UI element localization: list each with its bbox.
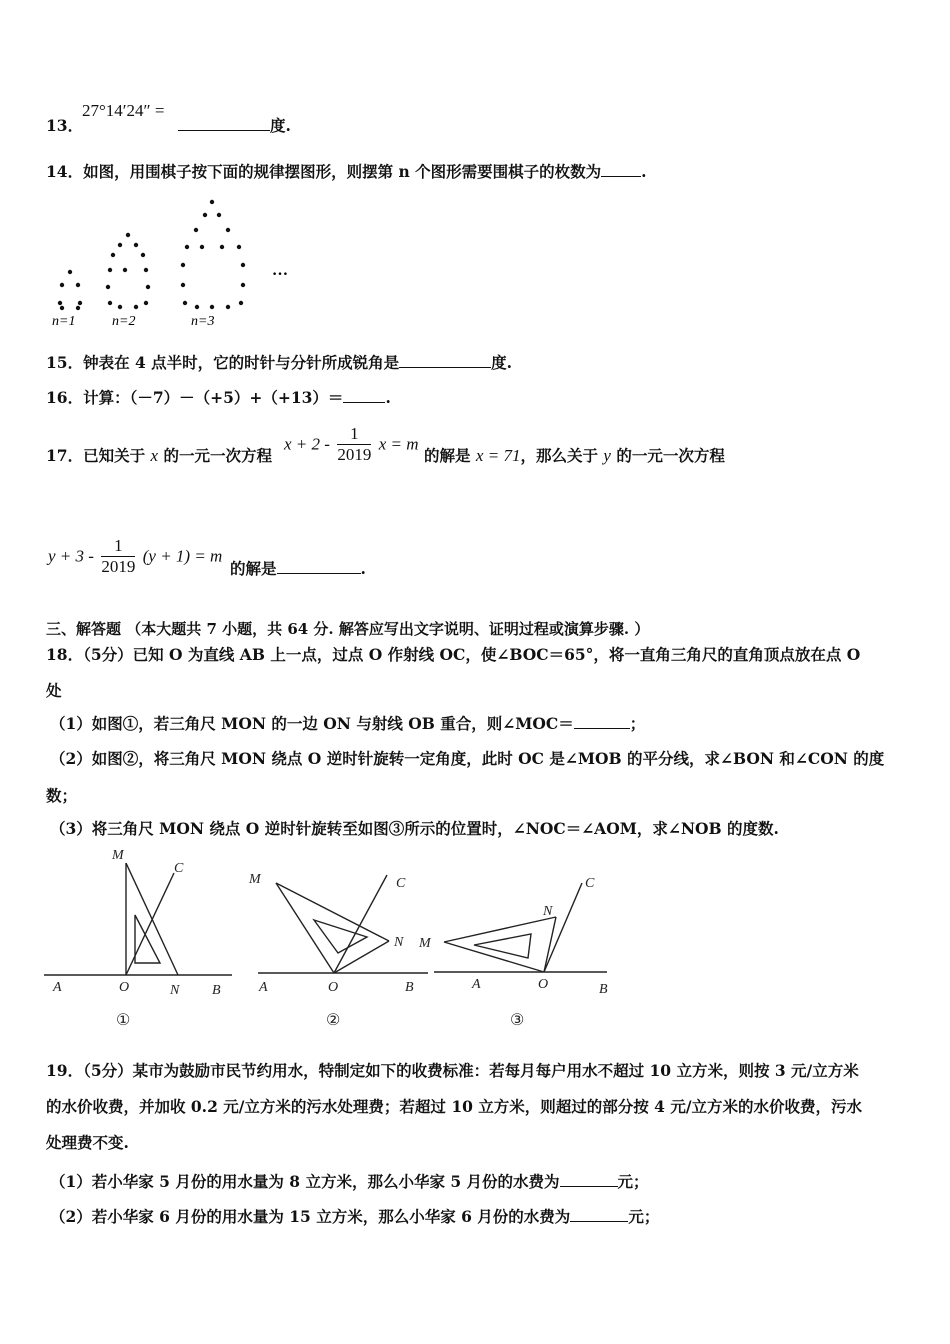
answer-blank[interactable] [277,559,361,574]
triangle-cutout [135,915,160,963]
triangle-cutout [474,934,531,958]
question-18-line-2: 处 [46,681,62,700]
q18-figures [44,845,624,1030]
answer-blank[interactable] [601,162,641,177]
figure-1 [44,863,232,975]
label-n2: n=2 [112,314,136,329]
question-14: 14．如图，用围棋子按下面的规律摆图形，则摆第 n 个图形需要围棋子的枚数为 . [46,162,647,181]
pattern-n2 [106,233,150,309]
label-n3: n=3 [191,314,215,329]
question-19-line-1: 19．（5分）某市为鼓励市民节约用水，特制定如下的收费标准：若每月每户用水不超过 10 立方米，则按 3 元/立方米 [46,1061,859,1080]
svg-text:N: N [170,983,180,998]
fraction: $\frac{1}{2019}$ [337,424,372,464]
answer-blank[interactable] [570,1207,628,1222]
side-mn [276,883,389,941]
label-n1: n=1 [52,314,76,329]
svg-text:M: M [249,872,261,887]
q17-equation-1: x + 2 - $\frac{1}{2019}$ x = m [284,424,419,464]
answer-blank[interactable] [574,714,630,729]
svg-text:M: M [112,848,124,863]
caption-1: ① [116,1012,131,1029]
side-om [276,883,334,973]
svg-text:B: B [405,980,414,995]
pattern-n3 [181,200,245,309]
q13-expression: 27°14′24″ = [82,101,165,120]
q17-equation-2: y + 3 - $\frac{1}{2019}$ (y + 1) = m [48,536,223,576]
question-19-line-2: 的水价收费，并加收 0.2 元/立方米的污水处理费；若超过 10 立方米，则超过的部分按 4 元/立方米的水价收费，污水 [46,1097,863,1116]
section-3-title: 三、解答题 （本大题共 7 小题，共 64 分. 解答应写出文字说明、证明过程或演算步骤. ） [46,620,650,638]
caption-2: ② [326,1012,341,1029]
svg-text:O: O [328,980,339,995]
q18-sub-2-line-2: 数； [46,786,78,805]
q18-sub-2-line-1: （2）如图②，将三角尺 MON 绕点 O 逆时针旋转一定角度，此时 OC 是∠MOB 的平分线，求∠BON 和∠CON 的度 [50,749,885,768]
q19-sub-1: （1）若小华家 5 月份的用水量为 8 立方米，那么小华家 5 月份的水费为 元； [50,1172,649,1191]
q17-line-1-end: 的解是 x = 71，那么关于 y 的一元一次方程 [424,446,725,465]
pattern-n1 [58,270,82,310]
question-15: 15．钟表在 4 点半时，它的时针与分针所成锐角是 度. [46,353,513,372]
svg-text:N: N [543,904,553,919]
q19-sub-2: （2）若小华家 6 月份的用水量为 15 立方米，那么小华家 6 月份的水费为 元； [50,1207,660,1226]
svg-text:B: B [599,982,608,997]
ellipsis: … [272,262,288,279]
answer-blank[interactable] [399,353,491,368]
svg-text:M: M [419,936,431,951]
q17-line-2-end: 的解是 . [230,559,366,578]
svg-text:N: N [394,935,404,950]
side-mn [444,917,556,942]
question-18-line-1: 18．（5分）已知 O 为直线 AB 上一点，过点 O 作射线 OC，使∠BOC＝65°，将一直角三角尺的直角顶点放在点 O [46,645,861,664]
question-16: 16．计算：（－7）－（+5）+（+13）＝ . [46,388,391,407]
fraction: $\frac{1}{2019}$ [101,536,136,576]
svg-text:O: O [538,977,549,992]
svg-text:C: C [585,876,595,891]
q13-number: 13． [46,116,84,135]
figure-3 [434,883,607,972]
ray-oc [544,883,582,972]
answer-blank[interactable] [178,116,270,131]
svg-text:A: A [259,980,268,995]
q13-answer: 度. [178,116,291,136]
svg-text:O: O [119,980,130,995]
ray-oc [126,873,174,975]
q18-sub-1: （1）如图①，若三角尺 MON 的一边 ON 与射线 OB 重合，则∠MOC＝ ； [50,714,646,733]
svg-text:C: C [396,876,406,891]
question-17: 17．已知关于 x 的一元一次方程 [46,446,272,465]
answer-blank[interactable] [560,1172,618,1187]
question-19-line-3: 处理费不变. [46,1133,129,1152]
side-on [544,917,556,972]
q18-sub-3: （3）将三角尺 MON 绕点 O 逆时针旋转至如图③所示的位置时，∠NOC＝∠AOM，求∠NOB 的度数. [50,819,779,838]
answer-blank[interactable] [343,388,385,403]
svg-text:B: B [212,983,221,998]
svg-text:A: A [472,977,481,992]
svg-text:C: C [174,861,184,876]
go-stone-pattern-figure [40,195,300,335]
caption-3: ③ [510,1012,525,1029]
question-13 [46,116,83,136]
svg-text:A: A [53,980,62,995]
